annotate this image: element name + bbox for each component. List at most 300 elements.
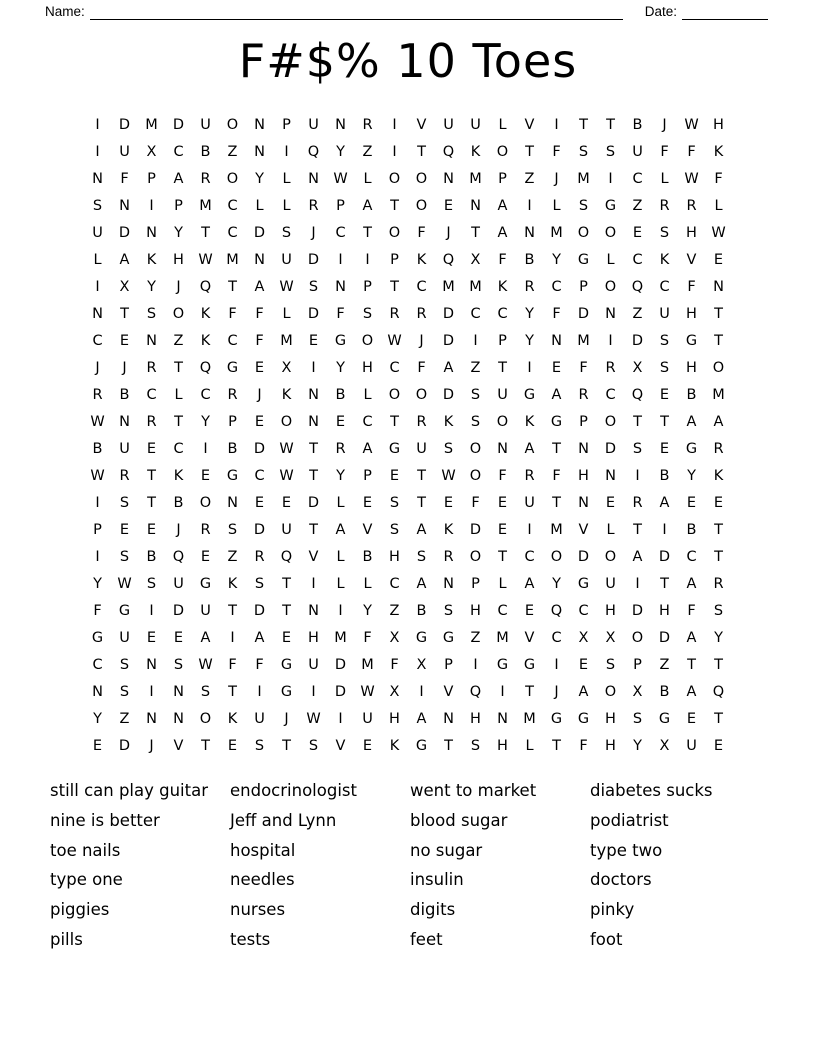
grid-letter: O [415,171,428,187]
grid-letter: A [443,360,454,376]
grid-row [84,625,732,652]
grid-row [84,409,732,436]
grid-letter: S [119,657,130,673]
grid-letter: W [333,171,348,187]
grid-letter: Z [470,360,481,376]
grid-letter: C [227,333,238,349]
grid-letter: R [335,441,346,457]
grid-letter: J [311,225,316,241]
grid-letter: R [713,441,724,457]
grid-letter: O [631,630,644,646]
grid-letter: S [119,684,130,700]
grid-letter: G [280,657,293,673]
grid-letter: E [578,657,589,673]
word-item: toe nails [50,840,121,860]
grid-letter: U [659,306,670,322]
grid-letter: F [687,144,696,160]
grid-letter: P [579,414,588,430]
grid-letter: N [146,333,157,349]
grid-letter: Z [389,603,400,619]
grid-letter: N [578,441,589,457]
grid-letter: A [686,630,697,646]
grid-letter: T [525,144,534,160]
grid-letter: E [362,495,373,511]
grid-letter: U [416,441,427,457]
grid-letter: L [498,576,507,592]
grid-letter: L [336,495,345,511]
grid-letter: R [632,495,643,511]
grid-letter: A [632,549,643,565]
header-row [45,4,768,20]
grid-letter: V [308,549,319,565]
grid-letter: I [230,630,235,646]
grid-letter: O [604,279,617,295]
grid-letter: Y [552,252,561,268]
grid-letter: Y [525,306,534,322]
grid-letter: N [605,468,616,484]
grid-letter: S [605,144,616,160]
grid-letter: S [416,549,427,565]
grid-letter: U [632,144,643,160]
grid-letter: W [198,657,213,673]
grid-letter: F [552,306,561,322]
grid-letter: W [684,117,699,133]
grid-letter: T [471,225,480,241]
grid-letter: G [496,657,509,673]
grid-letter: Q [199,279,212,295]
grid-letter: F [552,144,561,160]
grid-letter: W [90,468,105,484]
grid-letter: O [604,549,617,565]
grid-letter: A [497,198,508,214]
grid-letter: R [416,306,427,322]
grid-letter: N [443,171,454,187]
grid-letter: B [416,603,427,619]
word-list-column [590,776,770,955]
grid-letter: Q [469,684,482,700]
grid-letter: H [362,360,373,376]
grid-letter: U [119,441,130,457]
grid-letter: P [471,576,480,592]
word-item: nurses [230,900,286,920]
grid-letter: S [713,603,724,619]
grid-letter: H [308,630,319,646]
grid-letter: L [714,198,723,214]
grid-letter: T [579,117,588,133]
grid-letter: Z [227,549,238,565]
grid-row [84,652,732,679]
grid-letter: V [362,522,373,538]
grid-letter: E [281,495,292,511]
grid-letter: J [257,387,262,403]
grid-letter: Z [119,711,130,727]
grid-letter: A [173,171,184,187]
grid-letter: N [92,306,103,322]
grid-letter: C [254,468,265,484]
grid-letter: S [173,657,184,673]
grid-letter: N [146,711,157,727]
grid-letter: B [173,495,184,511]
grid-letter: X [389,630,400,646]
grid-letter: F [579,360,588,376]
grid-letter: C [173,144,184,160]
word-item: went to market [410,781,537,800]
word-list-column [230,776,410,955]
grid-letter: R [146,414,157,430]
grid-letter: I [203,441,208,457]
word-item: foot [590,929,623,949]
grid-letter: C [686,549,697,565]
grid-letter: K [713,468,724,484]
grid-letter: L [282,198,291,214]
grid-letter: D [118,738,131,754]
grid-letter: K [443,414,454,430]
grid-letter: E [389,468,400,484]
grid-row [84,328,732,355]
grid-letter: P [390,252,399,268]
grid-letter: P [336,198,345,214]
grid-letter: J [176,522,181,538]
grid-letter: M [712,387,725,403]
grid-letter: A [659,495,670,511]
grid-row [84,517,732,544]
grid-letter: T [660,414,669,430]
grid-letter: E [119,333,130,349]
grid-letter: L [93,252,102,268]
grid-letter: J [284,711,289,727]
grid-row [84,571,732,598]
grid-letter: F [228,657,237,673]
grid-letter: F [687,279,696,295]
grid-letter: E [173,630,184,646]
grid-letter: I [338,252,343,268]
grid-letter: S [308,279,319,295]
word-item: digits [410,900,456,920]
grid-letter: S [632,441,643,457]
grid-letter: O [226,117,239,133]
grid-letter: D [442,387,455,403]
grid-letter: S [389,522,400,538]
grid-letter: D [253,603,266,619]
grid-letter: P [498,171,507,187]
grid-letter: M [550,225,563,241]
grid-letter: I [149,603,154,619]
grid-letter: O [388,171,401,187]
grid-letter: N [254,144,265,160]
grid-letter: W [306,711,321,727]
grid-letter: E [713,495,724,511]
grid-letter: R [200,171,211,187]
grid-letter: E [281,630,292,646]
grid-letter: I [527,360,532,376]
grid-letter: Q [442,252,455,268]
grid-letter: Q [172,549,185,565]
grid-letter: J [95,360,100,376]
grid-letter: O [199,495,212,511]
grid-letter: C [92,657,103,673]
grid-letter: I [635,576,640,592]
grid-letter: G [523,657,536,673]
grid-letter: W [387,333,402,349]
grid-letter: N [443,576,454,592]
grid-letter: M [361,657,374,673]
grid-letter: A [254,279,265,295]
word-item: feet [410,929,443,949]
grid-letter: T [633,522,642,538]
grid-letter: R [659,198,670,214]
grid-letter: T [687,657,696,673]
word-list-column [410,776,590,955]
grid-letter: T [282,738,291,754]
grid-letter: S [119,495,130,511]
grid-letter: D [334,657,347,673]
grid-letter: H [605,603,616,619]
word-item: still can play guitar [50,781,209,800]
grid-row [84,355,732,382]
grid-letter: U [686,738,697,754]
grid-letter: S [632,711,643,727]
grid-letter: E [551,360,562,376]
grid-letter: T [174,360,183,376]
grid-letter: Q [307,144,320,160]
grid-letter: S [92,198,103,214]
grid-letter: C [632,252,643,268]
grid-letter: E [119,522,130,538]
grid-letter: E [659,387,670,403]
grid-letter: N [92,684,103,700]
grid-letter: C [416,279,427,295]
grid-letter: V [443,684,454,700]
grid-letter: I [284,144,289,160]
grid-letter: M [550,522,563,538]
grid-letter: H [686,225,697,241]
grid-letter: O [577,225,590,241]
grid-letter: O [469,468,482,484]
grid-letter: R [443,549,454,565]
grid-letter: F [390,657,399,673]
grid-letter: N [146,225,157,241]
grid-letter: X [470,252,481,268]
grid-letter: Z [470,630,481,646]
grid-letter: C [497,603,508,619]
grid-letter: S [443,441,454,457]
grid-letter: T [444,738,453,754]
grid-letter: H [578,468,589,484]
grid-letter: U [470,117,481,133]
word-item: piggies [50,900,110,920]
grid-letter: A [416,522,427,538]
grid-letter: R [686,198,697,214]
grid-letter: J [419,333,424,349]
grid-letter: F [579,738,588,754]
grid-letter: D [577,306,590,322]
grid-letter: C [605,387,616,403]
grid-letter: I [608,333,613,349]
grid-letter: T [417,468,426,484]
grid-letter: T [525,684,534,700]
grid-letter: Z [632,198,643,214]
grid-letter: Y [363,603,372,619]
grid-letter: S [146,576,157,592]
grid-letter: M [226,252,239,268]
grid-letter: X [578,630,589,646]
grid-letter: S [254,738,265,754]
grid-letter: A [713,414,724,430]
grid-letter: H [389,711,400,727]
grid-letter: D [577,549,590,565]
grid-letter: F [255,333,264,349]
grid-letter: K [281,387,292,403]
grid-letter: R [308,198,319,214]
grid-letter: A [686,414,697,430]
grid-letter: R [119,468,130,484]
grid-letter: D [307,252,320,268]
grid-letter: G [415,630,428,646]
grid-letter: O [172,306,185,322]
grid-letter: C [659,279,670,295]
grid-letter: L [336,549,345,565]
grid-letter: H [497,738,508,754]
grid-letter: L [363,576,372,592]
grid-letter: V [524,117,535,133]
grid-letter: S [119,549,130,565]
grid-letter: O [550,549,563,565]
grid-letter: S [281,225,292,241]
grid-letter: I [500,684,505,700]
grid-row [84,679,732,706]
grid-row [84,382,732,409]
grid-letter: Y [336,360,345,376]
grid-letter: N [308,414,319,430]
grid-letter: F [498,468,507,484]
name-fill-line [90,5,623,20]
grid-letter: U [497,387,508,403]
grid-letter: A [119,252,130,268]
grid-letter: E [686,711,697,727]
grid-letter: K [659,252,670,268]
grid-letter: G [199,576,212,592]
grid-letter: R [92,387,103,403]
grid-letter: N [173,684,184,700]
grid-letter: X [605,630,616,646]
grid-letter: F [363,630,372,646]
grid-letter: O [199,711,212,727]
grid-letter: X [416,657,427,673]
grid-letter: G [577,576,590,592]
grid-letter: A [686,576,697,592]
grid-letter: B [92,441,103,457]
grid-letter: Y [552,576,561,592]
grid-letter: Y [147,279,156,295]
grid-letter: G [280,684,293,700]
grid-letter: O [496,414,509,430]
grid-letter: Y [525,333,534,349]
word-item: insulin [410,870,464,890]
grid-letter: I [95,495,100,511]
grid-letter: I [527,198,532,214]
grid-letter: L [606,522,615,538]
grid-letter: A [578,684,589,700]
grid-letter: N [92,171,103,187]
grid-letter: L [660,171,669,187]
grid-letter: C [524,549,535,565]
grid-letter: Z [173,333,184,349]
grid-letter: W [117,576,132,592]
grid-letter: H [713,117,724,133]
grid-row [84,220,732,247]
grid-letter: R [227,387,238,403]
grid-letter: T [201,738,210,754]
grid-letter: A [362,198,373,214]
grid-letter: F [336,306,345,322]
grid-letter: U [92,225,103,241]
grid-letter: R [605,360,616,376]
grid-letter: C [470,306,481,322]
grid-letter: W [360,684,375,700]
grid-letter: F [93,603,102,619]
word-list-column [50,776,230,955]
grid-letter: Q [631,387,644,403]
grid-letter: I [338,603,343,619]
grid-letter: T [201,225,210,241]
grid-letter: Z [362,144,373,160]
grid-letter: I [95,117,100,133]
grid-letter: B [200,144,211,160]
grid-letter: H [686,360,697,376]
grid-letter: U [362,711,373,727]
grid-letter: G [685,441,698,457]
grid-letter: V [173,738,184,754]
grid-letter: T [714,549,723,565]
grid-letter: D [442,333,455,349]
page-title: F#$% 10 Toes [238,34,578,88]
grid-letter: H [605,711,616,727]
grid-letter: S [254,576,265,592]
grid-letter: G [550,711,563,727]
grid-letter: W [441,468,456,484]
grid-letter: T [498,360,507,376]
grid-letter: O [388,387,401,403]
grid-letter: O [415,198,428,214]
grid-letter: G [685,333,698,349]
grid-letter: I [662,522,667,538]
grid-letter: G [523,387,536,403]
grid-letter: F [417,225,426,241]
grid-letter: Q [631,279,644,295]
word-item: needles [230,870,295,890]
grid-letter: G [91,630,104,646]
grid-letter: E [659,441,670,457]
grid-letter: J [554,684,559,700]
grid-letter: P [633,657,642,673]
word-item: tests [230,929,271,949]
grid-row [84,274,732,301]
grid-letter: Y [201,414,210,430]
grid-row [84,598,732,625]
grid-letter: F [255,657,264,673]
grid-letter: T [552,441,561,457]
grid-letter: I [392,144,397,160]
grid-letter: I [392,117,397,133]
grid-letter: T [309,468,318,484]
grid-letter: E [254,495,265,511]
grid-letter: D [253,441,266,457]
grid-letter: C [227,225,238,241]
grid-letter: D [658,549,671,565]
grid-letter: E [686,495,697,511]
grid-letter: O [604,414,617,430]
grid-letter: X [146,144,157,160]
